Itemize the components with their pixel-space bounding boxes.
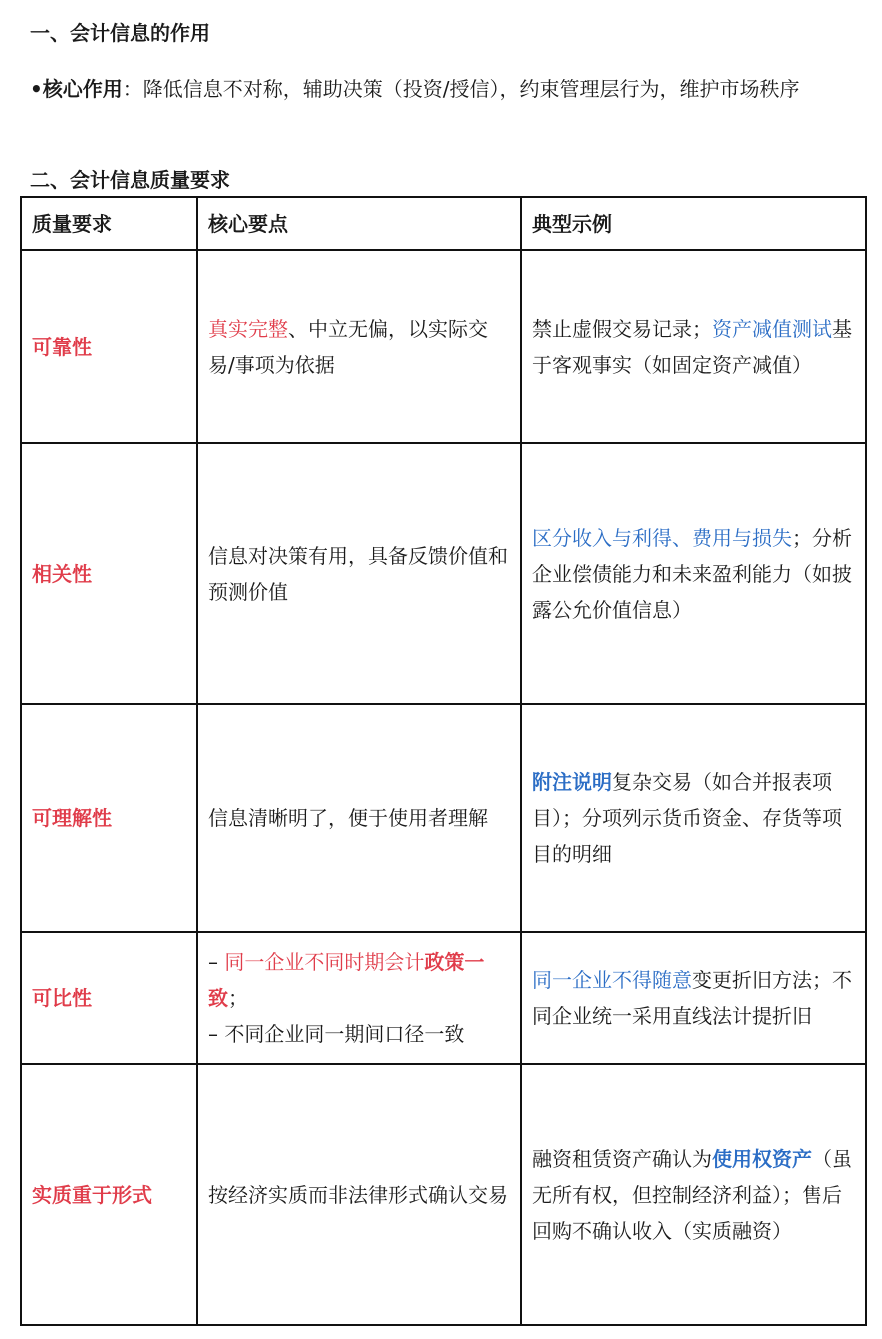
highlight-red: 同一企业不同时期会计 xyxy=(224,950,425,974)
table-header-row xyxy=(21,197,866,250)
bullet: • xyxy=(30,77,43,101)
highlight-red-bold: 政策一致 xyxy=(208,950,485,1010)
row-example xyxy=(521,704,866,932)
row-point: 按经济实质而非法律形式确认交易 xyxy=(197,1064,521,1325)
core-label: 核心作用 xyxy=(42,77,123,101)
section2-heading: 二、会计信息质量要求 xyxy=(30,168,230,192)
row-example xyxy=(521,250,866,443)
dash: – xyxy=(208,950,225,974)
highlight-blue: 资产减值测试 xyxy=(712,316,832,341)
row-example xyxy=(521,932,866,1064)
row-label: 可比性 xyxy=(21,932,197,1064)
example-text: 变更折旧方法；不同企业统一采用直线法计提折旧 xyxy=(532,968,852,1028)
point-line2: – 不同企业同一期间口径一致 xyxy=(208,1022,465,1046)
highlight-blue: 区分收入与利得、费用与损失 xyxy=(532,525,792,550)
section1-heading: 一、会计信息的作用 xyxy=(30,21,210,45)
example-text: （虽无所有权，但控制经济利益）；售后回购不确认收入（实质融资） xyxy=(532,1146,852,1243)
row-point xyxy=(197,932,521,1064)
example-text: 复杂交易（如合并报表项目）；分项列示货币资金、存货等项目的明细 xyxy=(532,770,842,866)
row-point xyxy=(197,250,521,443)
row-label: 相关性 xyxy=(21,443,197,704)
row-point: 信息清晰明了，便于使用者理解 xyxy=(197,704,521,932)
table-row xyxy=(21,250,866,443)
table-row xyxy=(21,1064,866,1325)
example-text: 融资租赁资产确认为 xyxy=(532,1146,712,1171)
table-row xyxy=(21,443,866,704)
example-text: 禁止虚假交易记录； xyxy=(532,316,712,341)
quality-requirements-table xyxy=(20,196,867,1326)
row-label: 可靠性 xyxy=(21,250,197,443)
table-row xyxy=(21,704,866,932)
highlight-blue-bold: 使用权资产 xyxy=(712,1146,812,1171)
semicolon: ； xyxy=(228,986,248,1010)
row-point: 信息对决策有用，具备反馈价值和预测价值 xyxy=(197,443,521,704)
table-row xyxy=(21,932,866,1064)
header-examples: 典型示例 xyxy=(521,197,866,250)
point-text: 、中立无偏，以实际交易/事项为依据 xyxy=(208,316,488,377)
example-text: ；分析企业偿债能力和未来盈利能力（如披露公允价值信息） xyxy=(532,525,852,622)
example-text: 基于客观事实（如固定资产减值） xyxy=(532,316,852,377)
row-label: 实质重于形式 xyxy=(21,1064,197,1325)
highlight-blue: 同一企业不得随意 xyxy=(532,968,692,992)
row-example xyxy=(521,1064,866,1325)
core-function-paragraph xyxy=(30,70,860,108)
core-text: ：降低信息不对称，辅助决策（投资/授信），约束管理层行为，维护市场秩序 xyxy=(122,77,800,101)
header-core-points: 核心要点 xyxy=(197,197,521,250)
highlight-red: 真实完整 xyxy=(208,316,288,341)
highlight-blue-bold: 附注说明 xyxy=(532,770,612,794)
header-quality: 质量要求 xyxy=(21,197,197,250)
row-label: 可理解性 xyxy=(21,704,197,932)
row-example xyxy=(521,443,866,704)
